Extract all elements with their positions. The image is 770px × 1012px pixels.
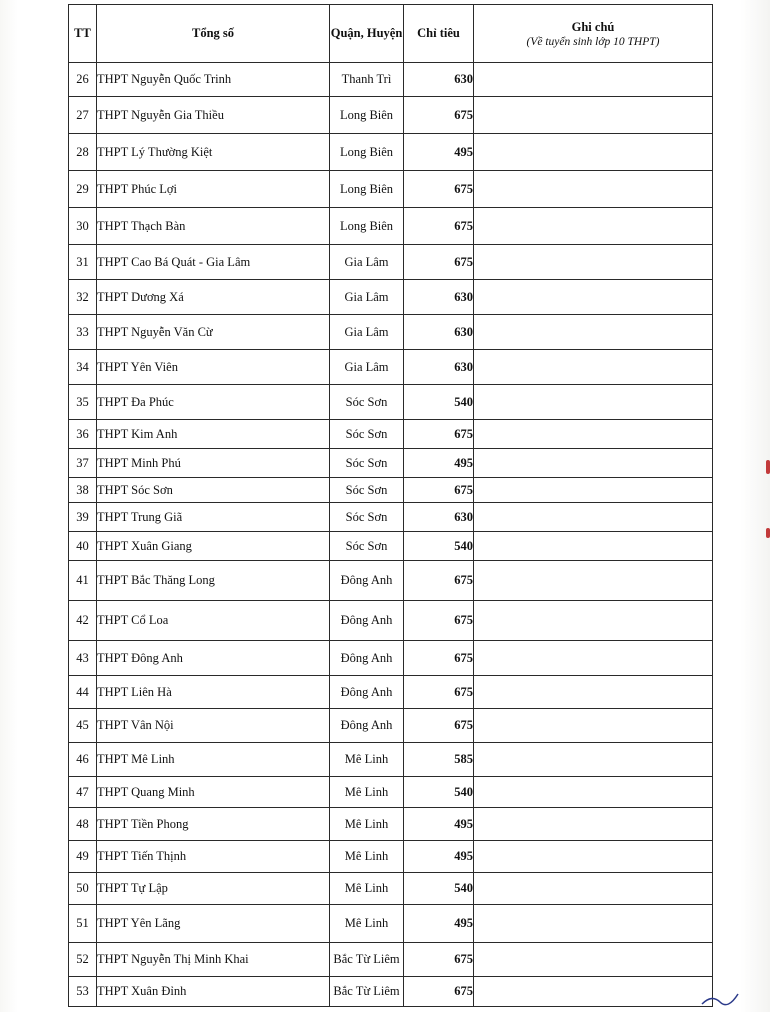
quota: 540 xyxy=(404,532,474,561)
header-quota: Chỉ tiêu xyxy=(404,5,474,63)
note-cell xyxy=(474,315,713,350)
district: Long Biên xyxy=(330,134,404,171)
row-number: 53 xyxy=(69,977,97,1007)
school-name: THPT Nguyễn Gia Thiều xyxy=(97,97,330,134)
table-row xyxy=(69,641,713,676)
enrollment-quota-table xyxy=(68,4,713,1007)
school-name: THPT Minh Phú xyxy=(97,449,330,478)
row-number: 41 xyxy=(69,561,97,601)
row-number: 27 xyxy=(69,97,97,134)
row-number: 52 xyxy=(69,943,97,977)
school-name: THPT Mê Linh xyxy=(97,743,330,777)
quota: 675 xyxy=(404,977,474,1007)
table-row xyxy=(69,532,713,561)
pen-stroke-mark xyxy=(700,990,740,1008)
quota: 675 xyxy=(404,171,474,208)
district: Sóc Sơn xyxy=(330,385,404,420)
quota: 675 xyxy=(404,601,474,641)
quota: 675 xyxy=(404,420,474,449)
table-row xyxy=(69,280,713,315)
table-row xyxy=(69,777,713,808)
table-body xyxy=(69,63,713,1007)
note-cell xyxy=(474,808,713,841)
row-number: 26 xyxy=(69,63,97,97)
table-row xyxy=(69,245,713,280)
row-number: 44 xyxy=(69,676,97,709)
row-number: 40 xyxy=(69,532,97,561)
row-number: 46 xyxy=(69,743,97,777)
school-name: THPT Nguyễn Quốc Trinh xyxy=(97,63,330,97)
table-row xyxy=(69,561,713,601)
row-number: 43 xyxy=(69,641,97,676)
table-row xyxy=(69,208,713,245)
table-row xyxy=(69,385,713,420)
quota: 630 xyxy=(404,503,474,532)
quota: 675 xyxy=(404,478,474,503)
table-row xyxy=(69,97,713,134)
district: Sóc Sơn xyxy=(330,532,404,561)
quota: 495 xyxy=(404,841,474,873)
row-number: 42 xyxy=(69,601,97,641)
school-name: THPT Lý Thường Kiệt xyxy=(97,134,330,171)
note-cell xyxy=(474,977,713,1007)
quota: 540 xyxy=(404,873,474,905)
district: Long Biên xyxy=(330,97,404,134)
note-cell xyxy=(474,561,713,601)
note-cell xyxy=(474,134,713,171)
note-cell xyxy=(474,171,713,208)
header-school: Tổng số xyxy=(97,5,330,63)
table-row xyxy=(69,478,713,503)
table-row xyxy=(69,841,713,873)
row-number: 36 xyxy=(69,420,97,449)
note-cell xyxy=(474,943,713,977)
quota: 585 xyxy=(404,743,474,777)
school-name: THPT Cổ Loa xyxy=(97,601,330,641)
quota: 630 xyxy=(404,280,474,315)
row-number: 51 xyxy=(69,905,97,943)
quota: 675 xyxy=(404,97,474,134)
school-name: THPT Dương Xá xyxy=(97,280,330,315)
header-tt: TT xyxy=(69,5,97,63)
table-row xyxy=(69,503,713,532)
note-cell xyxy=(474,420,713,449)
district: Mê Linh xyxy=(330,841,404,873)
quota: 630 xyxy=(404,350,474,385)
table-row xyxy=(69,63,713,97)
district: Sóc Sơn xyxy=(330,503,404,532)
row-number: 38 xyxy=(69,478,97,503)
district: Gia Lâm xyxy=(330,315,404,350)
school-name: THPT Đa Phúc xyxy=(97,385,330,420)
school-name: THPT Tự Lập xyxy=(97,873,330,905)
district: Gia Lâm xyxy=(330,245,404,280)
note-cell xyxy=(474,709,713,743)
school-name: THPT Nguyễn Văn Cừ xyxy=(97,315,330,350)
quota: 675 xyxy=(404,676,474,709)
note-cell xyxy=(474,641,713,676)
row-number: 33 xyxy=(69,315,97,350)
note-cell xyxy=(474,385,713,420)
note-cell xyxy=(474,676,713,709)
note-cell xyxy=(474,601,713,641)
header-note xyxy=(474,5,713,63)
school-name: THPT Yên Viên xyxy=(97,350,330,385)
quota: 495 xyxy=(404,808,474,841)
row-number: 39 xyxy=(69,503,97,532)
district: Sóc Sơn xyxy=(330,449,404,478)
quota: 630 xyxy=(404,315,474,350)
district: Mê Linh xyxy=(330,808,404,841)
district: Sóc Sơn xyxy=(330,478,404,503)
school-name: THPT Xuân Giang xyxy=(97,532,330,561)
district: Long Biên xyxy=(330,171,404,208)
quota: 675 xyxy=(404,245,474,280)
table-row xyxy=(69,905,713,943)
school-name: THPT Tiến Thịnh xyxy=(97,841,330,873)
quota: 675 xyxy=(404,561,474,601)
table-row xyxy=(69,709,713,743)
district: Bắc Từ Liêm xyxy=(330,943,404,977)
header-note-title: Ghi chú xyxy=(571,19,615,34)
quota: 495 xyxy=(404,134,474,171)
district: Gia Lâm xyxy=(330,350,404,385)
quota: 540 xyxy=(404,777,474,808)
district: Đông Anh xyxy=(330,709,404,743)
quota: 675 xyxy=(404,208,474,245)
quota: 675 xyxy=(404,641,474,676)
note-cell xyxy=(474,777,713,808)
school-name: THPT Liên Hà xyxy=(97,676,330,709)
row-number: 34 xyxy=(69,350,97,385)
header-district: Quận, Huyện xyxy=(330,5,404,63)
table-row xyxy=(69,449,713,478)
table-row xyxy=(69,134,713,171)
district: Đông Anh xyxy=(330,641,404,676)
quota: 675 xyxy=(404,709,474,743)
table-row xyxy=(69,350,713,385)
note-cell xyxy=(474,841,713,873)
note-cell xyxy=(474,532,713,561)
row-number: 29 xyxy=(69,171,97,208)
school-name: THPT Xuân Đỉnh xyxy=(97,977,330,1007)
district: Mê Linh xyxy=(330,743,404,777)
table-row xyxy=(69,676,713,709)
row-number: 30 xyxy=(69,208,97,245)
note-cell xyxy=(474,478,713,503)
row-number: 50 xyxy=(69,873,97,905)
row-number: 47 xyxy=(69,777,97,808)
district: Đông Anh xyxy=(330,676,404,709)
district: Bắc Từ Liêm xyxy=(330,977,404,1007)
note-cell xyxy=(474,208,713,245)
school-name: THPT Nguyễn Thị Minh Khai xyxy=(97,943,330,977)
district: Mê Linh xyxy=(330,777,404,808)
district: Thanh Trì xyxy=(330,63,404,97)
note-cell xyxy=(474,449,713,478)
quota: 630 xyxy=(404,63,474,97)
row-number: 35 xyxy=(69,385,97,420)
note-cell xyxy=(474,280,713,315)
table-row xyxy=(69,743,713,777)
margin-mark xyxy=(766,528,770,538)
table-row xyxy=(69,808,713,841)
quota: 540 xyxy=(404,385,474,420)
table-row xyxy=(69,873,713,905)
quota: 495 xyxy=(404,449,474,478)
quota: 675 xyxy=(404,943,474,977)
note-cell xyxy=(474,905,713,943)
district: Đông Anh xyxy=(330,601,404,641)
school-name: THPT Kim Anh xyxy=(97,420,330,449)
school-name: THPT Thạch Bàn xyxy=(97,208,330,245)
school-name: THPT Quang Minh xyxy=(97,777,330,808)
note-cell xyxy=(474,743,713,777)
table-row xyxy=(69,977,713,1007)
margin-mark xyxy=(766,460,770,474)
district: Đông Anh xyxy=(330,561,404,601)
row-number: 37 xyxy=(69,449,97,478)
table-row xyxy=(69,601,713,641)
header-note-subtitle: (Về tuyển sinh lớp 10 THPT) xyxy=(526,35,660,48)
table-row xyxy=(69,315,713,350)
school-name: THPT Vân Nội xyxy=(97,709,330,743)
table-row xyxy=(69,171,713,208)
district: Gia Lâm xyxy=(330,280,404,315)
row-number: 48 xyxy=(69,808,97,841)
school-name: THPT Cao Bá Quát - Gia Lâm xyxy=(97,245,330,280)
district: Sóc Sơn xyxy=(330,420,404,449)
quota: 495 xyxy=(404,905,474,943)
school-name: THPT Tiền Phong xyxy=(97,808,330,841)
note-cell xyxy=(474,63,713,97)
district: Long Biên xyxy=(330,208,404,245)
school-name: THPT Sóc Sơn xyxy=(97,478,330,503)
row-number: 49 xyxy=(69,841,97,873)
district: Mê Linh xyxy=(330,905,404,943)
note-cell xyxy=(474,873,713,905)
note-cell xyxy=(474,97,713,134)
school-name: THPT Phúc Lợi xyxy=(97,171,330,208)
row-number: 28 xyxy=(69,134,97,171)
row-number: 45 xyxy=(69,709,97,743)
note-cell xyxy=(474,503,713,532)
school-name: THPT Bắc Thăng Long xyxy=(97,561,330,601)
table-row xyxy=(69,420,713,449)
school-name: THPT Đông Anh xyxy=(97,641,330,676)
row-number: 32 xyxy=(69,280,97,315)
district: Mê Linh xyxy=(330,873,404,905)
table-header-row xyxy=(69,5,713,63)
note-cell xyxy=(474,350,713,385)
school-name: THPT Yên Lãng xyxy=(97,905,330,943)
table-row xyxy=(69,943,713,977)
school-name: THPT Trung Giã xyxy=(97,503,330,532)
note-cell xyxy=(474,245,713,280)
row-number: 31 xyxy=(69,245,97,280)
